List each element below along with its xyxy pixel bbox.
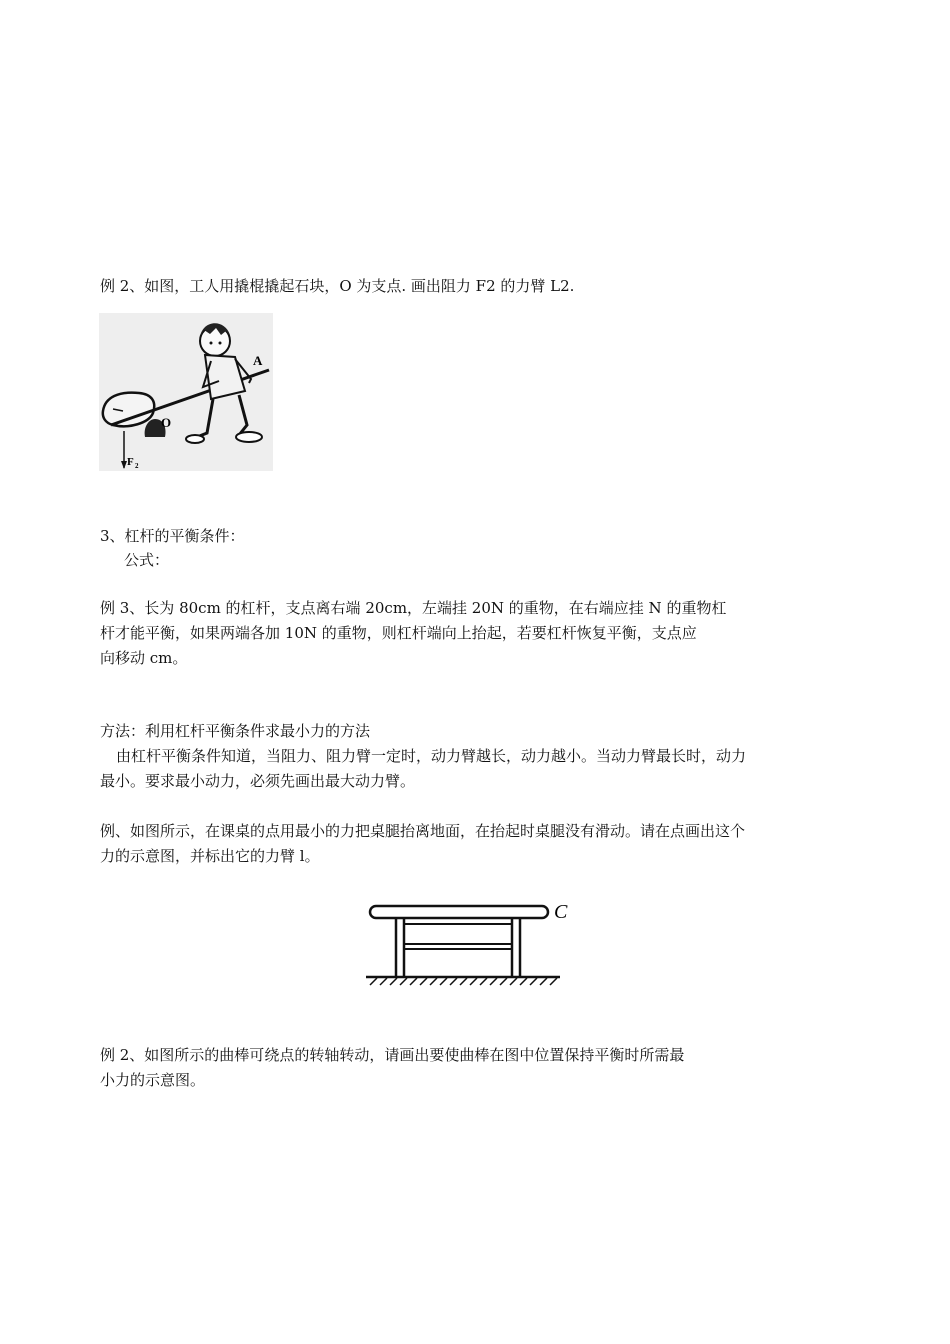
section3-heading: 3、杠杆的平衡条件： [100, 527, 245, 545]
example2-text: 例 2、如图，工人用撬棍撬起石块，O 为支点. 画出阻力 F2 的力臂 L2. [100, 277, 575, 295]
point-a-label: A [253, 353, 263, 368]
force-f2-label: F [127, 456, 134, 468]
method-line2: 最小。要求最小动力，必须先画出最大动力臂。 [100, 772, 416, 790]
formula-label: 公式： [124, 551, 170, 569]
desk-example-line2: 力的示意图，并标出它的力臂 l。 [100, 847, 320, 865]
example2b-line2: 小力的示意图。 [100, 1071, 206, 1089]
crowbar-figure [99, 313, 273, 471]
method-title: 方法：利用杠杆平衡条件求最小力的方法 [100, 722, 371, 740]
example2b-line1: 例 2、如图所示的曲棒可绕点的转轴转动，请画出要使曲棒在图中位置保持平衡时所需最 [100, 1046, 685, 1064]
example3-line3: 向移动 cm。 [100, 649, 188, 667]
example3-line2: 杆才能平衡，如果两端各加 10N 的重物，则杠杆端向上抬起，若要杠杆恢复平衡，支点应 [100, 624, 697, 642]
force-f2-subscript: 2 [135, 462, 139, 470]
desk-figure [362, 892, 582, 992]
fulcrum-o-label: O [161, 415, 172, 430]
example3-line1: 例 3、长为 80cm 的杠杆，支点离右端 20cm，左端挂 20N 的重物，在右端应挂 N 的重物杠 [100, 599, 727, 617]
desk-example-line1: 例、如图所示，在课桌的点用最小的力把桌腿抬离地面，在抬起时桌腿没有滑动。请在点画出这个 [100, 822, 746, 840]
point-c-label: C [554, 901, 568, 923]
method-line1: 由杠杆平衡条件知道，当阻力、阻力臂一定时，动力臂越长，动力越小。当动力臂最长时，动力 [116, 747, 747, 765]
